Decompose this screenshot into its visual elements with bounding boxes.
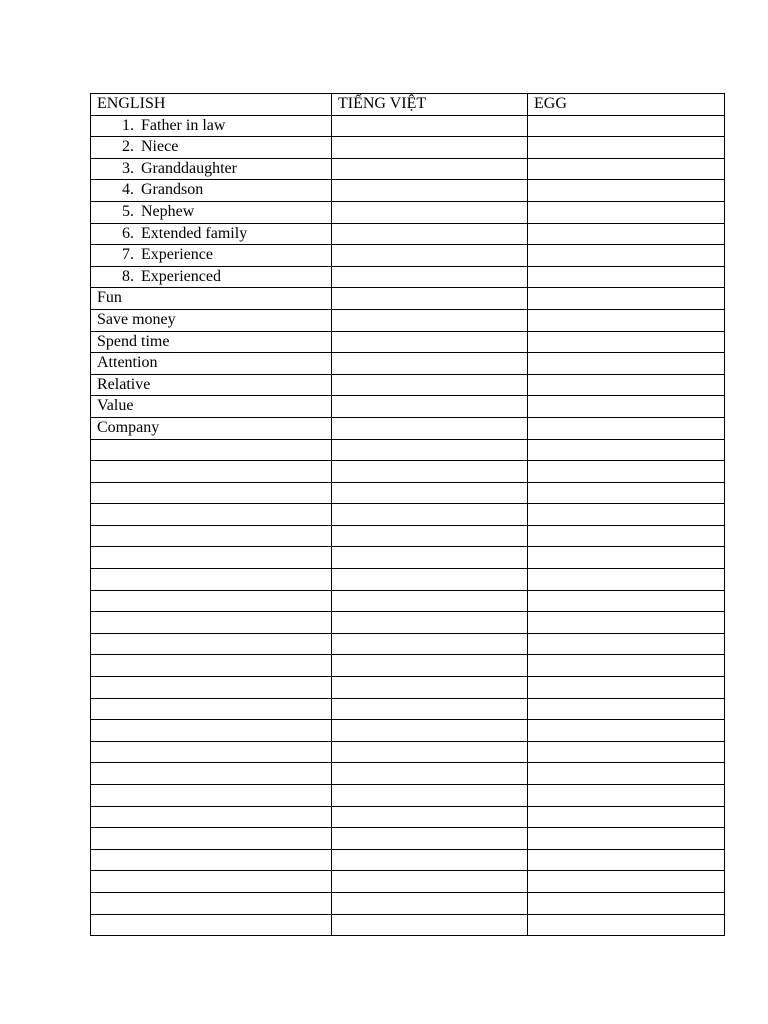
english-cell [91,871,332,893]
english-cell [91,763,332,785]
english-cell [91,547,332,569]
vietnamese-cell [332,461,528,483]
english-cell [91,482,332,504]
table-row [91,137,725,159]
egg-cell [528,914,725,936]
vietnamese-cell [332,828,528,850]
english-term: Granddaughter [141,159,237,177]
english-term: Father in law [141,116,226,134]
english-term: Experience [141,246,213,264]
english-cell [91,158,332,180]
egg-cell [528,525,725,547]
english-cell [91,245,332,267]
english-term: Extended family [141,224,248,242]
item-number: 8. [122,267,134,285]
vietnamese-cell [332,180,528,202]
english-cell [91,223,332,245]
egg-cell [528,612,725,634]
empty-row [91,612,725,634]
english-cell [91,720,332,742]
english-cell [91,461,332,483]
english-term: Fun [91,288,332,310]
english-term: Grandson [141,181,204,199]
english-cell [91,525,332,547]
empty-row [91,698,725,720]
vietnamese-cell [332,633,528,655]
vietnamese-cell [332,720,528,742]
egg-cell [528,698,725,720]
english-cell [91,612,332,634]
egg-cell [528,892,725,914]
egg-cell [528,482,725,504]
egg-cell [528,331,725,353]
empty-row [91,482,725,504]
english-cell [91,677,332,699]
item-number: 5. [122,202,134,220]
egg-cell [528,374,725,396]
egg-cell [528,353,725,375]
table-row [91,288,725,310]
english-cell [91,655,332,677]
english-cell [91,698,332,720]
table-row [91,331,725,353]
egg-cell [528,439,725,461]
header-english: ENGLISH [91,94,332,116]
vietnamese-cell [332,353,528,375]
vietnamese-cell [332,137,528,159]
vietnamese-cell [332,396,528,418]
english-cell [91,828,332,850]
egg-cell [528,633,725,655]
egg-cell [528,201,725,223]
empty-row [91,547,725,569]
english-cell [91,806,332,828]
empty-row [91,590,725,612]
empty-row [91,569,725,591]
empty-row [91,828,725,850]
table-row [91,223,725,245]
table-row [91,417,725,439]
egg-cell [528,396,725,418]
empty-row [91,439,725,461]
english-cell [91,201,332,223]
table-row [91,374,725,396]
vietnamese-cell [332,806,528,828]
empty-row [91,504,725,526]
english-cell [91,785,332,807]
vietnamese-cell [332,547,528,569]
egg-cell [528,806,725,828]
vietnamese-cell [332,569,528,591]
vietnamese-cell [332,309,528,331]
header-egg: EGG [528,94,725,116]
english-term: Experienced [141,267,221,285]
egg-cell [528,763,725,785]
header-tieng-viet: TIẾNG VIỆT [332,94,528,116]
vietnamese-cell [332,914,528,936]
empty-row [91,720,725,742]
english-cell [91,741,332,763]
vietnamese-cell [332,892,528,914]
english-term: Relative [91,374,332,396]
item-number: 6. [122,224,134,242]
english-cell [91,914,332,936]
vietnamese-cell [332,374,528,396]
table-row [91,266,725,288]
english-term: Save money [91,309,332,331]
vietnamese-cell [332,288,528,310]
empty-row [91,806,725,828]
english-cell [91,849,332,871]
vietnamese-cell [332,785,528,807]
egg-cell [528,223,725,245]
empty-row [91,763,725,785]
empty-row [91,677,725,699]
english-cell [91,180,332,202]
vietnamese-cell [332,763,528,785]
egg-cell [528,569,725,591]
item-number: 1. [122,116,134,134]
vietnamese-cell [332,201,528,223]
english-term: Company [91,417,332,439]
egg-cell [528,137,725,159]
english-cell [91,633,332,655]
table-row [91,309,725,331]
empty-row [91,655,725,677]
egg-cell [528,309,725,331]
table-row [91,396,725,418]
english-cell [91,892,332,914]
vietnamese-cell [332,655,528,677]
table-row [91,245,725,267]
item-number: 3. [122,159,134,177]
vietnamese-cell [332,115,528,137]
item-number: 2. [122,138,134,156]
vietnamese-cell [332,612,528,634]
vietnamese-cell [332,223,528,245]
vietnamese-cell [332,590,528,612]
empty-row [91,871,725,893]
egg-cell [528,417,725,439]
vietnamese-cell [332,849,528,871]
egg-cell [528,461,725,483]
english-cell [91,439,332,461]
vietnamese-cell [332,331,528,353]
egg-cell [528,741,725,763]
empty-row [91,461,725,483]
egg-cell [528,677,725,699]
egg-cell [528,266,725,288]
egg-cell [528,180,725,202]
table-body [91,94,725,936]
empty-row [91,741,725,763]
english-cell [91,115,332,137]
vietnamese-cell [332,504,528,526]
table-row [91,201,725,223]
vocabulary-table [90,93,725,936]
egg-cell [528,547,725,569]
vietnamese-cell [332,266,528,288]
item-number: 7. [122,246,134,264]
empty-row [91,525,725,547]
table-row [91,158,725,180]
empty-row [91,914,725,936]
egg-cell [528,158,725,180]
vietnamese-cell [332,439,528,461]
table-row [91,180,725,202]
egg-cell [528,288,725,310]
vietnamese-cell [332,525,528,547]
egg-cell [528,785,725,807]
english-term: Value [91,396,332,418]
empty-row [91,785,725,807]
egg-cell [528,655,725,677]
english-cell [91,266,332,288]
vietnamese-cell [332,245,528,267]
table-row [91,115,725,137]
vietnamese-cell [332,871,528,893]
egg-cell [528,720,725,742]
item-number: 4. [122,181,134,199]
english-cell [91,590,332,612]
english-term: Attention [91,353,332,375]
english-cell [91,504,332,526]
english-term: Spend time [91,331,332,353]
vietnamese-cell [332,741,528,763]
egg-cell [528,504,725,526]
empty-row [91,892,725,914]
english-cell [91,569,332,591]
english-term: Niece [141,138,179,156]
egg-cell [528,115,725,137]
egg-cell [528,871,725,893]
empty-row [91,849,725,871]
vietnamese-cell [332,417,528,439]
english-term: Nephew [141,202,195,220]
english-cell [91,137,332,159]
vietnamese-cell [332,482,528,504]
header-row [91,94,725,116]
table-row [91,353,725,375]
vietnamese-cell [332,158,528,180]
egg-cell [528,849,725,871]
vietnamese-cell [332,677,528,699]
empty-row [91,633,725,655]
vietnamese-cell [332,698,528,720]
egg-cell [528,828,725,850]
egg-cell [528,590,725,612]
egg-cell [528,245,725,267]
